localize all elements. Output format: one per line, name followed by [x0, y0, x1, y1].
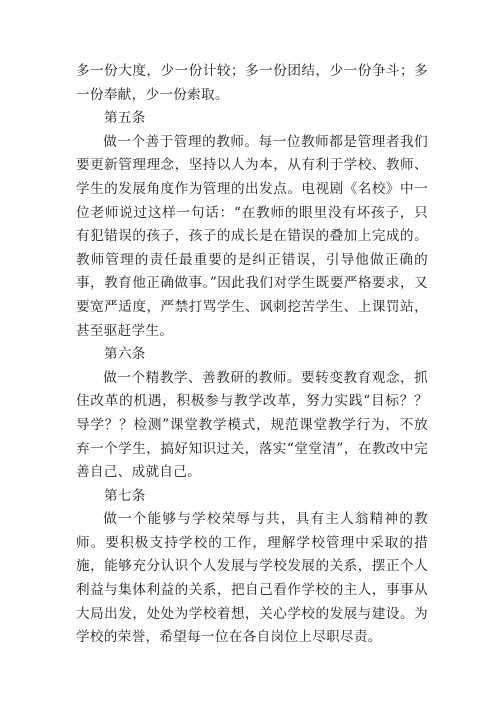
paragraph-article-6: 做一个精教学、善教研的教师。要转变教育观念，抓住改革的机遇，积极参与教学改革，努力实践“目标？？导学？？检测”课堂教学模式，规范课堂教学行为，不放弃一个学生，搞好知识过关，落实“堂堂清”，在教改中完善自己、成就自己。: [76, 369, 428, 481]
document-page: [76, 60, 428, 650]
article-heading-5: 第五条: [104, 110, 146, 127]
paragraph-article-7: 做一个能够与学校荣辱与共，具有主人翁精神的教师。要积极支持学校的工作，理解学校管理中采取的措施，能够充分认识个人发展与学校发展的关系，摆正个人利益与集体利益的关系，把自己看作学校的主人，事事从大局出发，处处为学校着想，关心学校的发展与建设。为学校的荣誉，希望每一位在各自岗位上尽职尽责。: [76, 511, 428, 646]
paragraph-continuation: 多一份大度，少一份计较；多一份团结，少一份争斗；多一份奉献，少一份索取。: [76, 63, 428, 103]
article-heading-7: 第七条: [104, 487, 146, 504]
article-heading-6: 第六条: [104, 346, 146, 363]
paragraph-article-5: 做一个善于管理的教师。每一位教师都是管理者我们要更新管理理念，坚持以人为本，从有利于学校、教师、学生的发展角度作为管理的出发点。电视剧《名校》中一位老师说过这样一句话：“在教师的眼里没有坏孩子，只有犯错误的孩子，孩子的成长是在错误的叠加上完成的。教师管理的责任最重要的是纠正错误，引导他做正确的事，教育他正确做事。”因此我们对学生既要严格要求，又要宽严适度，严禁打骂学生、讽刺挖苦学生、上课罚站，甚至驱赶学生。: [76, 133, 428, 339]
